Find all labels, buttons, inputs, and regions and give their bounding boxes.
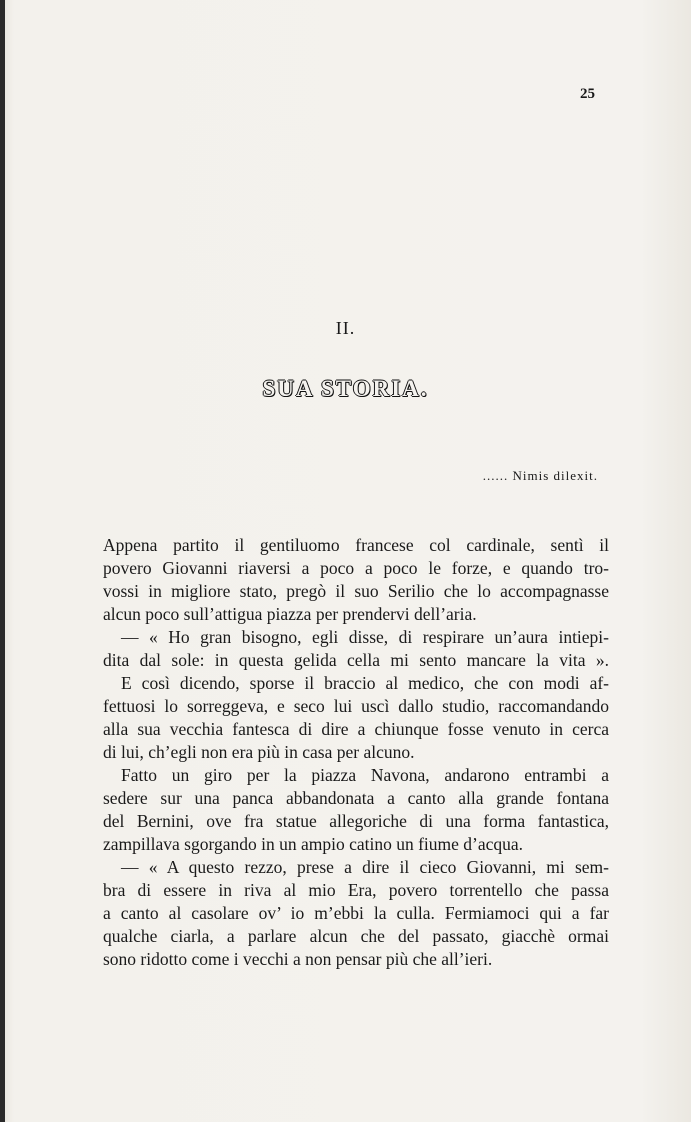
body-text bbox=[103, 534, 609, 971]
chapter-title: SUA STORIA. bbox=[262, 376, 429, 401]
text-line: Fatto un giro per la piazza Navona, andarono entrambi a bbox=[121, 765, 609, 785]
text-line: del Bernini, ove fra statue allegoriche di una forma fantastica, bbox=[103, 811, 609, 831]
text-line: bra di essere in riva al mio Era, povero torrentello che passa bbox=[103, 880, 609, 900]
text-line: alcun poco sull’attigua piazza per prendervi dell’aria. bbox=[103, 604, 477, 624]
text-line: fettuosi lo sorreggeva, e seco lui uscì dallo studio, raccomandando bbox=[103, 696, 609, 716]
text-line: — « A questo rezzo, prese a dire il cieco Giovanni, mi sem- bbox=[121, 857, 609, 877]
text-line: povero Giovanni riaversi a poco a poco le forze, e quando tro- bbox=[103, 558, 609, 578]
chapter-number: II. bbox=[335, 318, 356, 338]
text-line: dita dal sole: in questa gelida cella mi sento mancare la vita ». bbox=[103, 650, 609, 670]
page-number: 25 bbox=[580, 86, 595, 102]
text-line: alla sua vecchia fantesca di dire a chiunque fosse venuto in cerca bbox=[103, 719, 609, 739]
epigraph: ...... Nimis dilexit. bbox=[482, 468, 598, 483]
text-line: a canto al casolare ov’ io m’ebbi la culla. Fermiamoci qui a far bbox=[103, 903, 609, 923]
text-line: zampillava sgorgando in un ampio catino un fiume d’acqua. bbox=[103, 834, 524, 854]
text-line: — « Ho gran bisogno, egli disse, di respirare un’aura intiepi- bbox=[121, 627, 609, 647]
text-line: sono ridotto come i vecchi a non pensar più che all’ieri. bbox=[103, 949, 493, 969]
text-line: E così dicendo, sporse il braccio al medico, che con modi af- bbox=[121, 673, 609, 693]
text-line: qualche ciarla, a parlare alcun che del passato, giacchè ormai bbox=[103, 926, 609, 946]
page-edge-shadow bbox=[0, 0, 5, 1122]
text-line: di lui, ch’egli non era più in casa per alcuno. bbox=[103, 742, 415, 762]
text-line: vossi in migliore stato, pregò il suo Serilio che lo accompagnasse bbox=[103, 581, 609, 601]
text-line: sedere sur una panca abbandonata a canto alla grande fontana bbox=[103, 788, 609, 808]
text-line: Appena partito il gentiluomo francese col cardinale, sentì il bbox=[103, 535, 609, 555]
